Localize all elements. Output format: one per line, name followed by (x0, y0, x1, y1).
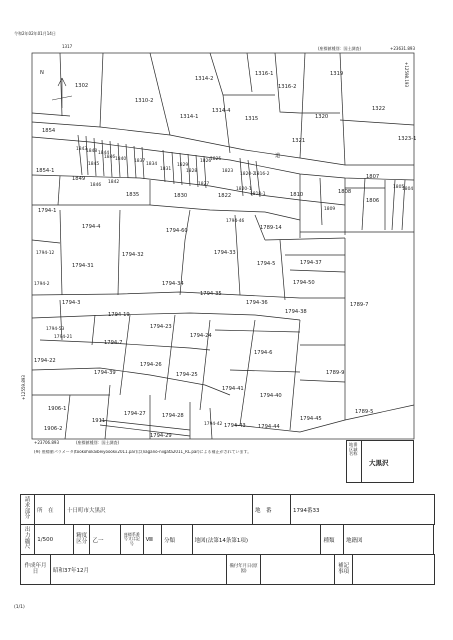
parcel-1804: 1804 (402, 187, 414, 192)
parcel-1826: 1826 (200, 159, 212, 164)
parcel-1805: 1805 (393, 185, 405, 190)
parcel-1854-1: 1854-1 (36, 168, 55, 174)
parcel-1808: 1808 (338, 189, 352, 195)
parcel-1323-1: 1323-1 (398, 136, 417, 142)
parcel-1794-23: 1794-23 (150, 324, 172, 330)
parcel-1794-37: 1794-37 (300, 260, 322, 266)
coord-side-bottom: +12559.893 (21, 375, 26, 400)
print-date: 令和2年02年01月14日 (14, 31, 56, 36)
type-label: 分類 (162, 525, 193, 555)
parcel-1794-45: 1794-45 (300, 416, 322, 422)
parcel-1794-50: 1794-50 (293, 280, 315, 286)
parcel-1794-28: 1794-28 (162, 413, 184, 419)
created-value: 昭和37年12月 (51, 555, 227, 585)
parcel-1794-4: 1794-4 (82, 224, 101, 230)
parcel-1302: 1302 (75, 83, 89, 89)
created-label: 作成年月日 (21, 555, 51, 585)
parcel-1827: 1827 (198, 182, 210, 187)
kind-value: 地籍図 (343, 525, 433, 555)
parcel-1789-5: 1789-5 (355, 409, 374, 415)
info-table (20, 494, 435, 525)
parcel-1844: 1844 (98, 151, 110, 156)
parcel-1794-7: 1794-7 (104, 340, 123, 346)
parcel-1794-25: 1794-25 (176, 372, 198, 378)
parcel-1845: 1845 (88, 162, 100, 167)
parcel-1794-40: 1794-40 (260, 393, 282, 399)
parcel-1794-39: 1794-39 (94, 370, 116, 376)
lot-value: 1794番33 (291, 495, 435, 525)
parcel-1319: 1319 (330, 71, 344, 77)
parcel-1820-1: 1820-1 (236, 187, 252, 192)
parcel-1794-27: 1794-27 (124, 411, 146, 417)
parcel-1794-6: 1794-6 (254, 350, 273, 356)
parcel-1794-3: 1794-3 (62, 300, 81, 306)
parcel-1320: 1320 (315, 114, 329, 120)
location-value: 十日町市大黒沢 (65, 495, 253, 525)
north-label: N (40, 70, 44, 76)
parcel-1794-5: 1794-5 (257, 261, 276, 267)
parcel-1906-2: 1906-2 (44, 426, 63, 432)
parcel-1794-38: 1794-38 (285, 309, 307, 315)
parcel-1822: 1822 (218, 193, 232, 199)
parcel-1816-2: 1816-2 (254, 172, 270, 177)
parcel-1794-22: 1794-22 (34, 358, 56, 364)
parcel-1794-19: 1794-19 (108, 312, 130, 318)
parcel-1789-14: 1789-14 (260, 225, 282, 231)
parcel-1794-44: 1794-44 (258, 424, 280, 430)
parcel-1794-2: 1794-2 (34, 282, 50, 287)
page-number: (1/1) (14, 605, 25, 610)
parcel-1316-2: 1316-2 (278, 84, 297, 90)
parcel-1846b: 1846 (90, 183, 102, 188)
parcel-1849: 1849 (72, 176, 86, 182)
parcel-1794-43: 1794-43 (224, 423, 246, 429)
parcel-1906-1: 1906-1 (48, 406, 67, 412)
district-box (346, 440, 414, 483)
accuracy-value: 乙一 (90, 525, 121, 555)
parcel-1789-7: 1789-7 (350, 302, 369, 308)
parcel-1794-53: 1794-53 (46, 327, 65, 332)
applicant-label: 請求部分 (21, 495, 35, 525)
parcel-1820-2: 1820-2 (240, 172, 256, 177)
parcel-1794-26: 1794-26 (140, 362, 162, 368)
lot-label: 地 番 (253, 495, 291, 525)
parcel-1830: 1830 (174, 193, 188, 199)
parcel-1794-35: 1794-35 (200, 291, 222, 297)
parcel-1911: 1911 (92, 418, 106, 424)
district-box-label: 地番区域名称 (349, 442, 358, 457)
parcel-1834: 1834 (146, 162, 158, 167)
parcel-1829: 1829 (177, 163, 189, 168)
road-label: 道 (275, 153, 281, 159)
parcel-1848: 1848 (86, 149, 98, 154)
parcel-1794-42: 1794-42 (204, 422, 223, 427)
notes-value (353, 555, 435, 585)
parcel-1314-1: 1314-1 (180, 114, 199, 120)
scale-label: 出力縮尺 (21, 525, 35, 555)
parcel-1316-1: 1316-1 (255, 71, 274, 77)
info-table-row2 (20, 524, 434, 555)
parcel-1835: 1835 (126, 192, 140, 198)
kind-label: 種類 (321, 525, 343, 555)
parcel-1828: 1828 (186, 169, 198, 174)
prepared-value (261, 555, 335, 585)
parcel-1843: 1843 (76, 147, 88, 152)
parcel-1794-24: 1794-24 (190, 333, 212, 339)
parcel-1794-32: 1794-32 (122, 252, 144, 258)
parcel-1794-60: 1794-60 (166, 228, 188, 234)
parcel-1794-29: 1794-29 (150, 433, 172, 439)
parcel-1794-1: 1794-1 (38, 208, 57, 214)
coord-side-top: +12598.193 (404, 62, 409, 87)
parcel-1823: 1823 (222, 169, 234, 174)
parcel-1315: 1315 (245, 116, 259, 122)
scale-note-top: (座標値種別：国土調査) (318, 46, 362, 51)
parcel-1794-33: 1794-33 (214, 250, 236, 256)
parcel-1794-36: 1794-36 (246, 300, 268, 306)
parcel-1810: 1810 (290, 192, 304, 198)
parcel-1322: 1322 (372, 106, 386, 112)
parcel-1837: 1837 (134, 159, 146, 164)
parcel-labels (34, 70, 416, 439)
parcel-1794-31: 1794-31 (72, 263, 94, 269)
parcel-1794-12: 1794-12 (36, 251, 55, 256)
parcel-1310-2: 1310-2 (135, 98, 154, 104)
parcel-1846: 1846 (104, 155, 116, 160)
coord-system-value: Ⅷ (143, 525, 161, 555)
district-box-value: 大黒沢 (369, 459, 389, 467)
parcel-1840: 1840 (115, 157, 127, 162)
parcel-1831: 1831 (160, 167, 172, 172)
parcel-1789-9: 1789-9 (326, 370, 345, 376)
parcel-1809: 1809 (324, 207, 336, 212)
parcel-1818-1: 1818-1 (250, 192, 266, 197)
parcel-1314-4: 1314-4 (212, 108, 231, 114)
parcel-1806: 1806 (366, 198, 380, 204)
coord-bottom: +23706.893 (34, 440, 59, 445)
parcel-1807: 1807 (366, 174, 380, 180)
coord-system-label: 座標系番号又は記号 (121, 525, 143, 555)
coord-top-right: +23631.893 (390, 46, 415, 51)
type-value: 地図(法第14条第1項) (192, 525, 321, 555)
parcel-1314-2: 1314-2 (195, 76, 214, 82)
parcel-1842: 1842 (108, 180, 120, 185)
parcel-1794-34: 1794-34 (162, 281, 184, 287)
parcel-1794-21: 1794-21 (54, 335, 73, 340)
sheet-id: 1317 (62, 44, 73, 49)
parcel-1825: 1825 (210, 157, 222, 162)
location-label: 所 在 (35, 495, 65, 525)
scale-value: 1/500 (35, 525, 74, 555)
parcel-1321: 1321 (292, 138, 306, 144)
prepared-label: 備付年月日(原図) (227, 555, 261, 585)
notes-label: 補記事項 (335, 555, 353, 585)
parcel-1794-41: 1794-41 (222, 386, 244, 392)
accuracy-label: 精度区分 (74, 525, 90, 555)
parcel-1854: 1854 (42, 128, 56, 134)
footnote: (※) 座標値パラメータ(tookohokaibeiyoookii2011.par)は(nagano-niigata2011_RL.par)による補正がされています。 (34, 450, 252, 454)
coord-bottom-note: (座標値種別：国土調査) (76, 440, 120, 445)
info-table-row3 (20, 554, 435, 585)
parcel-1794-46: 1794-46 (226, 219, 245, 224)
